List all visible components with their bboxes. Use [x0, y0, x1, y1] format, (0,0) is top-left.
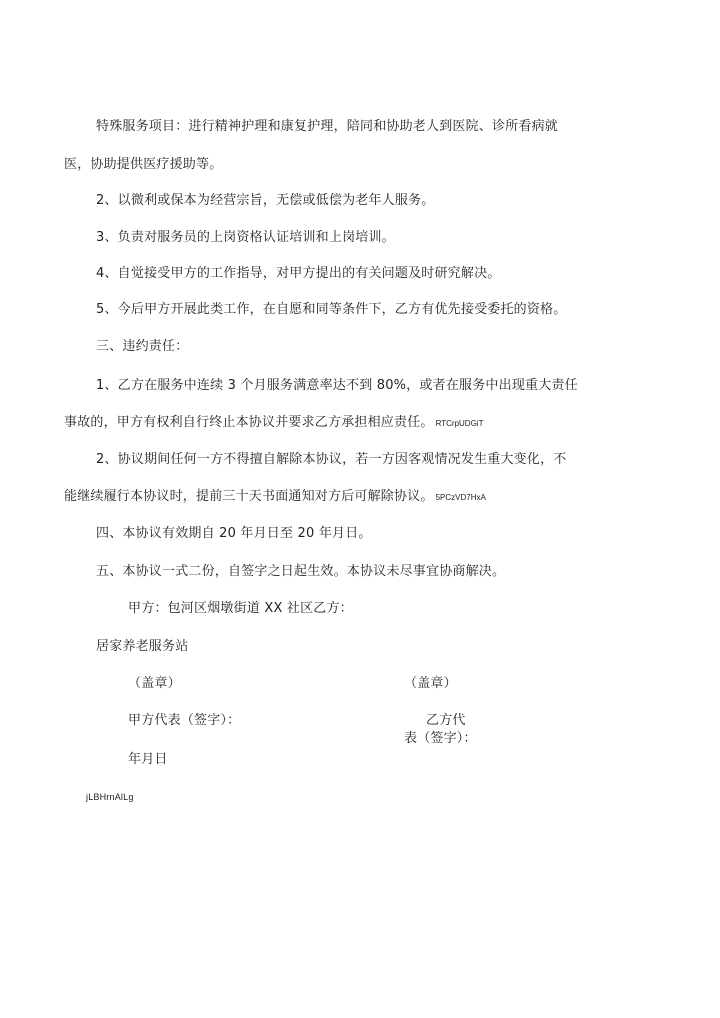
- service-item-2: 2、以微利或保本为经营宗旨，无偿或低偿为老年人服务。: [96, 193, 435, 208]
- liability-2-line-1: 2、协议期间任何一方不得擅自解除本协议，若一方因客观情况发生重大变化，不: [96, 452, 567, 467]
- section-3-heading: 三、违约责任：: [96, 339, 189, 354]
- station-name: 居家养老服务站: [96, 639, 189, 654]
- section-5: 五、本协议一式二份，自签字之日起生效。本协议未尽事宜协商解决。: [96, 564, 506, 579]
- rep-b-signature-line-2: 表（签字）：: [404, 731, 477, 746]
- section-4: 四、本协议有效期自 20 年月日至 20 年月日。: [96, 526, 372, 541]
- liability-1-line-2: [64, 414, 483, 433]
- rep-a-signature: 甲方代表（签字）：: [128, 713, 241, 728]
- liability-1-code: RTCrpUDGiT: [435, 419, 484, 428]
- liability-2-code: 5PCzVD7HxA: [435, 493, 486, 502]
- party-a-line: 甲方：包河区烟墩街道 XX 社区乙方：: [128, 601, 353, 616]
- liability-2-line-2: [64, 488, 486, 507]
- rep-b-signature-line-1: 乙方代: [426, 713, 466, 728]
- special-service-line-2: 医，协助提供医疗援助等。: [64, 157, 223, 172]
- date-line: 年月日: [128, 752, 168, 767]
- service-item-5: 5、今后甲方开展此类工作，在自愿和同等条件下，乙方有优先接受委托的资格。: [96, 302, 567, 317]
- seal-b: （盖章）: [404, 676, 457, 691]
- liability-1-line-1: 1、乙方在服务中连续 3 个月服务满意率达不到 80%，或者在服务中出现重大责任: [96, 378, 578, 393]
- footer-code: jLBHrnAlLg: [86, 792, 134, 802]
- seal-a: （盖章）: [128, 676, 181, 691]
- liability-2-text: 能继续履行本协议时，提前三十天书面通知对方后可解除协议。: [64, 489, 434, 504]
- service-item-4: 4、自觉接受甲方的工作指导，对甲方提出的有关问题及时研究解决。: [96, 266, 501, 281]
- service-item-3: 3、负责对服务员的上岗资格认证培训和上岗培训。: [96, 230, 395, 245]
- special-service-line-1: 特殊服务项目：进行精神护理和康复护理，陪同和协助老人到医院、诊所看病就: [96, 119, 559, 134]
- liability-1-text: 事故的，甲方有权利自行终止本协议并要求乙方承担相应责任。: [64, 415, 434, 430]
